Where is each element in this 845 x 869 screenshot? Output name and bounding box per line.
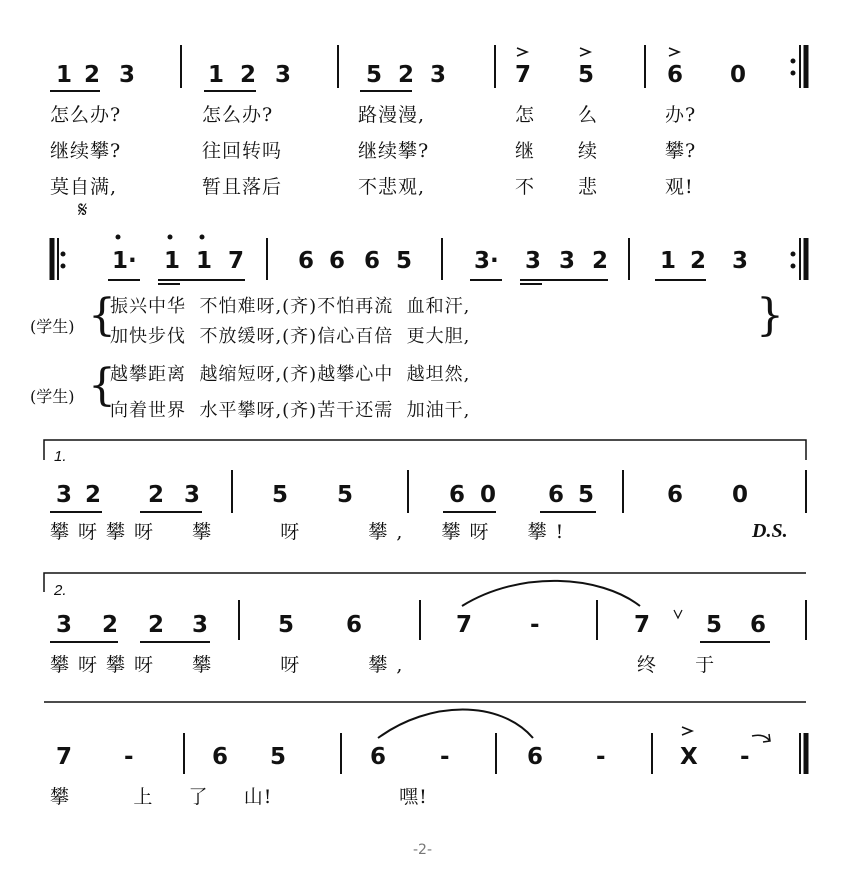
note: - — [124, 744, 134, 770]
lyric: 观! — [665, 176, 694, 198]
note: 7 — [228, 248, 245, 274]
lyric: 么 — [578, 104, 599, 126]
note: 6 — [212, 744, 229, 770]
lyric: 继续攀? — [50, 140, 122, 162]
lyric-line: 振兴中华 不怕难呀,(齐)不怕再流 血和汗, — [110, 296, 471, 317]
octave-dots — [116, 235, 205, 240]
note: 3 — [430, 62, 447, 88]
note: 2 — [148, 482, 165, 508]
note: 3 — [275, 62, 292, 88]
note: 6 — [548, 482, 565, 508]
note: 6 — [667, 482, 684, 508]
note: 0 — [480, 482, 497, 508]
note: 1 — [56, 62, 73, 88]
note: 3 — [56, 612, 73, 638]
note: 1 — [208, 62, 225, 88]
note: 2 — [398, 62, 415, 88]
note: 0 — [732, 482, 749, 508]
volta-label: 2. — [54, 582, 67, 599]
note: - — [596, 744, 606, 770]
lyric: 继续攀? — [358, 140, 430, 162]
note: 7 — [634, 612, 651, 638]
note: 5 — [270, 744, 287, 770]
lyric-line: 攀呀攀呀 攀 呀 攀, 攀呀 攀! — [50, 521, 573, 543]
note: 3· — [474, 248, 499, 274]
slur-6 — [378, 710, 533, 739]
note: 1· — [112, 248, 137, 274]
brace-icon: { — [88, 360, 116, 411]
note: 6 — [298, 248, 315, 274]
note: 0 — [730, 62, 747, 88]
lyric: 不悲观, — [358, 176, 426, 198]
lyric: 办? — [665, 104, 697, 126]
lyric-line: 加快步伐 不放缓呀,(齐)信心百倍 更大胆, — [110, 326, 471, 347]
lyric-line: 攀呀攀呀 攀 呀 攀, 终 于 — [50, 654, 724, 676]
brace-icon: { — [88, 290, 116, 341]
note: 3 — [559, 248, 576, 274]
system3-barlines — [232, 470, 806, 513]
page-number: -2- — [412, 842, 432, 858]
note: 5 — [578, 482, 595, 508]
lyric: 暂且落后 — [202, 176, 283, 198]
note: 2 — [690, 248, 707, 274]
note: 6 — [364, 248, 381, 274]
brace-icon: } — [756, 290, 784, 341]
note: 2 — [148, 612, 165, 638]
lyric: 怎 — [515, 104, 536, 126]
note: 5 — [396, 248, 413, 274]
note: 5 — [337, 482, 354, 508]
note: 1 — [164, 248, 181, 274]
note: 3 — [732, 248, 749, 274]
note: 6 — [667, 62, 684, 88]
note: 3 — [184, 482, 201, 508]
note: 6 — [750, 612, 767, 638]
role-label: (学生) — [30, 387, 75, 406]
note: 2 — [102, 612, 119, 638]
note: 3 — [192, 612, 209, 638]
system2-underlines — [108, 280, 706, 284]
volta2-bracket — [44, 573, 806, 592]
note: 5 — [578, 62, 595, 88]
note: 5 — [278, 612, 295, 638]
lyric: 悲 — [578, 176, 599, 198]
role-label: (学生) — [30, 317, 75, 336]
note: 6 — [449, 482, 466, 508]
note: 6 — [329, 248, 346, 274]
lyric: 续 — [578, 140, 599, 162]
note: 1 — [660, 248, 677, 274]
note: 3 — [119, 62, 136, 88]
ds-marker: D.S. — [752, 520, 788, 542]
note: 7 — [515, 62, 532, 88]
note: 2 — [592, 248, 609, 274]
note: - — [740, 744, 750, 770]
note: 5 — [366, 62, 383, 88]
lyric-line: 攀 上 了 山! 嘿! — [50, 786, 428, 808]
note: 2 — [84, 62, 101, 88]
note: 2 — [85, 482, 102, 508]
lyric: 继 — [515, 140, 536, 162]
note: - — [530, 612, 540, 638]
volta-label: 1. — [54, 448, 67, 465]
lyric: 怎么办? — [50, 104, 122, 126]
note: 2 — [240, 62, 257, 88]
breath-mark — [674, 610, 682, 618]
segno-icon: 𝄋 — [78, 198, 88, 223]
lyric: 往回转吗 — [202, 140, 283, 162]
note: 3 — [525, 248, 542, 274]
lyric-line: 越攀距离 越缩短呀,(齐)越攀心中 越坦然, — [110, 364, 471, 385]
note: 7 — [56, 744, 73, 770]
note: 6 — [346, 612, 363, 638]
note: 6 — [527, 744, 544, 770]
note: - — [440, 744, 450, 770]
note: 6 — [370, 744, 387, 770]
note: 1 — [196, 248, 213, 274]
note: 5 — [706, 612, 723, 638]
note: 5 — [272, 482, 289, 508]
lyric: 攀? — [665, 140, 697, 162]
lyric: 不 — [515, 176, 536, 198]
lyric: 怎么办? — [202, 104, 274, 126]
lyric: 路漫漫, — [358, 104, 426, 126]
note: 3 — [56, 482, 73, 508]
fermata-arrow — [752, 734, 770, 742]
note: X — [680, 744, 698, 770]
volta1-bracket — [44, 440, 806, 460]
note: 7 — [456, 612, 473, 638]
lyric: 莫自满, — [50, 176, 118, 198]
lyric-line: 向着世界 水平攀呀,(齐)苦干还需 加油干, — [110, 400, 471, 421]
slur-7 — [462, 581, 640, 606]
